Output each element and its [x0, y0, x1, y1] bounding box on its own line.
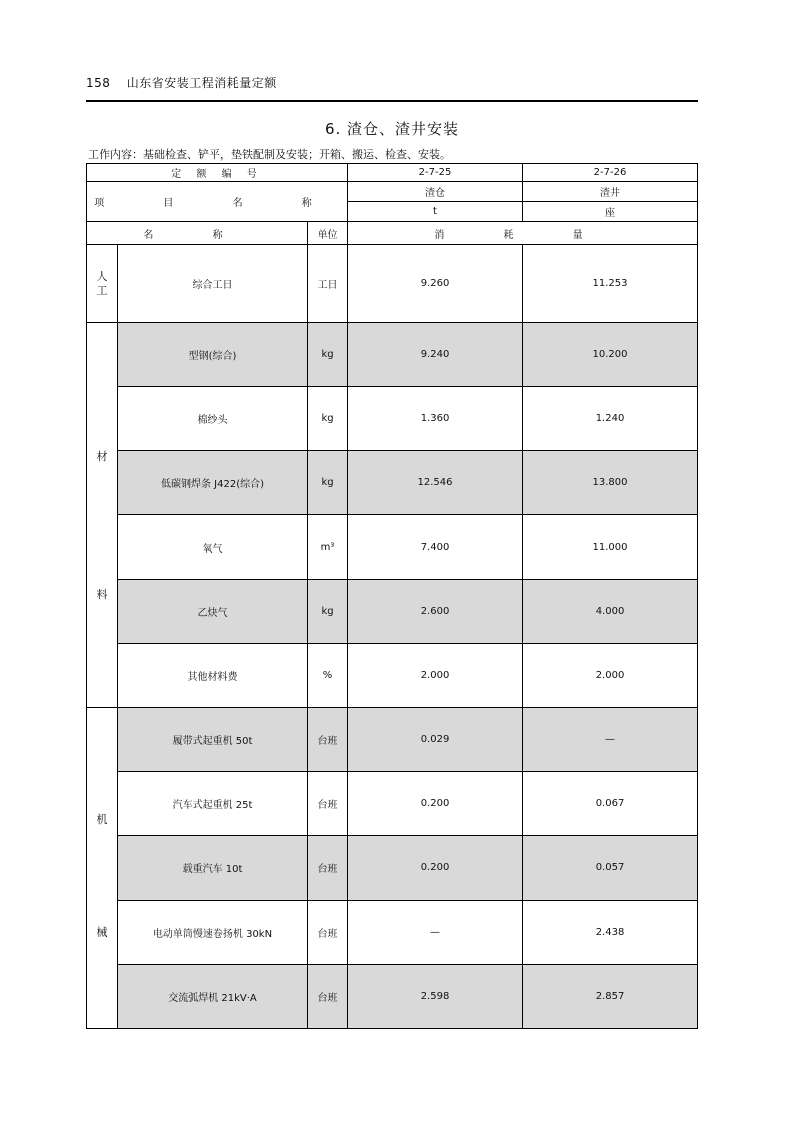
table-row	[87, 387, 698, 451]
row-value-1: 2.598	[348, 964, 523, 1028]
row-value-2: 1.240	[523, 387, 698, 451]
row-unit: kg	[308, 579, 348, 643]
table-row	[87, 964, 698, 1028]
row-value-1: 12.546	[348, 451, 523, 515]
row-name: 型钢(综合)	[118, 323, 308, 387]
unit-header: 单位	[308, 222, 348, 245]
code-col-1: 2-7-25	[348, 164, 523, 182]
item-unit-col-1: t	[348, 202, 523, 222]
consumption-header: 消 耗 量	[348, 222, 698, 245]
row-name: 棉纱头	[118, 387, 308, 451]
row-value-1: 9.260	[348, 245, 523, 323]
row-value-1: 2.000	[348, 643, 523, 707]
section-title: 6. 渣仓、渣井安装	[324, 120, 460, 138]
table-row	[87, 643, 698, 707]
row-value-1: 7.400	[348, 515, 523, 579]
work-content: 工作内容：基础检查、铲平，垫铁配制及安装；开箱、搬运、检查、安装。	[88, 148, 451, 161]
row-unit: kg	[308, 387, 348, 451]
row-value-2: 2.438	[523, 900, 698, 964]
row-unit: kg	[308, 323, 348, 387]
row-name: 汽车式起重机 25t	[118, 772, 308, 836]
row-name: 履带式起重机 50t	[118, 708, 308, 772]
row-value-2: 13.800	[523, 451, 698, 515]
category-machinery: 机 械	[87, 708, 118, 1029]
row-unit: 台班	[308, 836, 348, 900]
row-unit: 台班	[308, 708, 348, 772]
row-unit: 台班	[308, 900, 348, 964]
row-name: 载重汽车 10t	[118, 836, 308, 900]
row-value-1: —	[348, 900, 523, 964]
row-name: 乙炔气	[118, 579, 308, 643]
row-value-2: 0.067	[523, 772, 698, 836]
quota-code-row	[87, 164, 698, 182]
table-row	[87, 245, 698, 323]
row-value-1: 0.200	[348, 772, 523, 836]
item-name-label: 项 目 名 称	[87, 182, 348, 222]
book-title: 山东省安装工程消耗量定额	[126, 76, 277, 90]
row-value-2: 10.200	[523, 323, 698, 387]
row-value-1: 0.200	[348, 836, 523, 900]
item-name-row	[87, 182, 698, 202]
row-name: 交流弧焊机 21kV·A	[118, 964, 308, 1028]
row-value-2: 2.857	[523, 964, 698, 1028]
row-unit: m³	[308, 515, 348, 579]
row-unit: kg	[308, 451, 348, 515]
category-material: 材 料	[87, 323, 118, 708]
header-rule	[86, 100, 698, 102]
row-unit: 工日	[308, 245, 348, 323]
row-value-1: 9.240	[348, 323, 523, 387]
row-value-2: —	[523, 708, 698, 772]
table-row	[87, 579, 698, 643]
table-row	[87, 900, 698, 964]
page-number: 158	[86, 76, 111, 90]
column-header-row	[87, 222, 698, 245]
quota-table	[86, 163, 698, 1029]
page-header	[86, 74, 698, 91]
row-value-2: 4.000	[523, 579, 698, 643]
row-name: 综合工日	[118, 245, 308, 323]
row-value-1: 0.029	[348, 708, 523, 772]
row-unit: %	[308, 643, 348, 707]
table-row	[87, 515, 698, 579]
row-name: 其他材料费	[118, 643, 308, 707]
row-value-2: 0.057	[523, 836, 698, 900]
item-name-col-1: 渣仓	[348, 182, 523, 202]
item-unit-col-2: 座	[523, 202, 698, 222]
table-row	[87, 772, 698, 836]
row-unit: 台班	[308, 964, 348, 1028]
table-row	[87, 323, 698, 387]
category-labor: 人 工	[87, 245, 118, 323]
row-value-2: 11.253	[523, 245, 698, 323]
row-value-1: 2.600	[348, 579, 523, 643]
name-header: 名 称	[87, 222, 308, 245]
code-col-2: 2-7-26	[523, 164, 698, 182]
row-name: 氧气	[118, 515, 308, 579]
row-value-2: 2.000	[523, 643, 698, 707]
table-row	[87, 708, 698, 772]
row-name: 电动单筒慢速卷扬机 30kN	[118, 900, 308, 964]
table-row	[87, 451, 698, 515]
row-value-1: 1.360	[348, 387, 523, 451]
item-name-col-2: 渣井	[523, 182, 698, 202]
row-name: 低碳钢焊条 J422(综合)	[118, 451, 308, 515]
quota-code-label: 定 额 编 号	[87, 164, 348, 182]
row-value-2: 11.000	[523, 515, 698, 579]
row-unit: 台班	[308, 772, 348, 836]
table-row	[87, 836, 698, 900]
